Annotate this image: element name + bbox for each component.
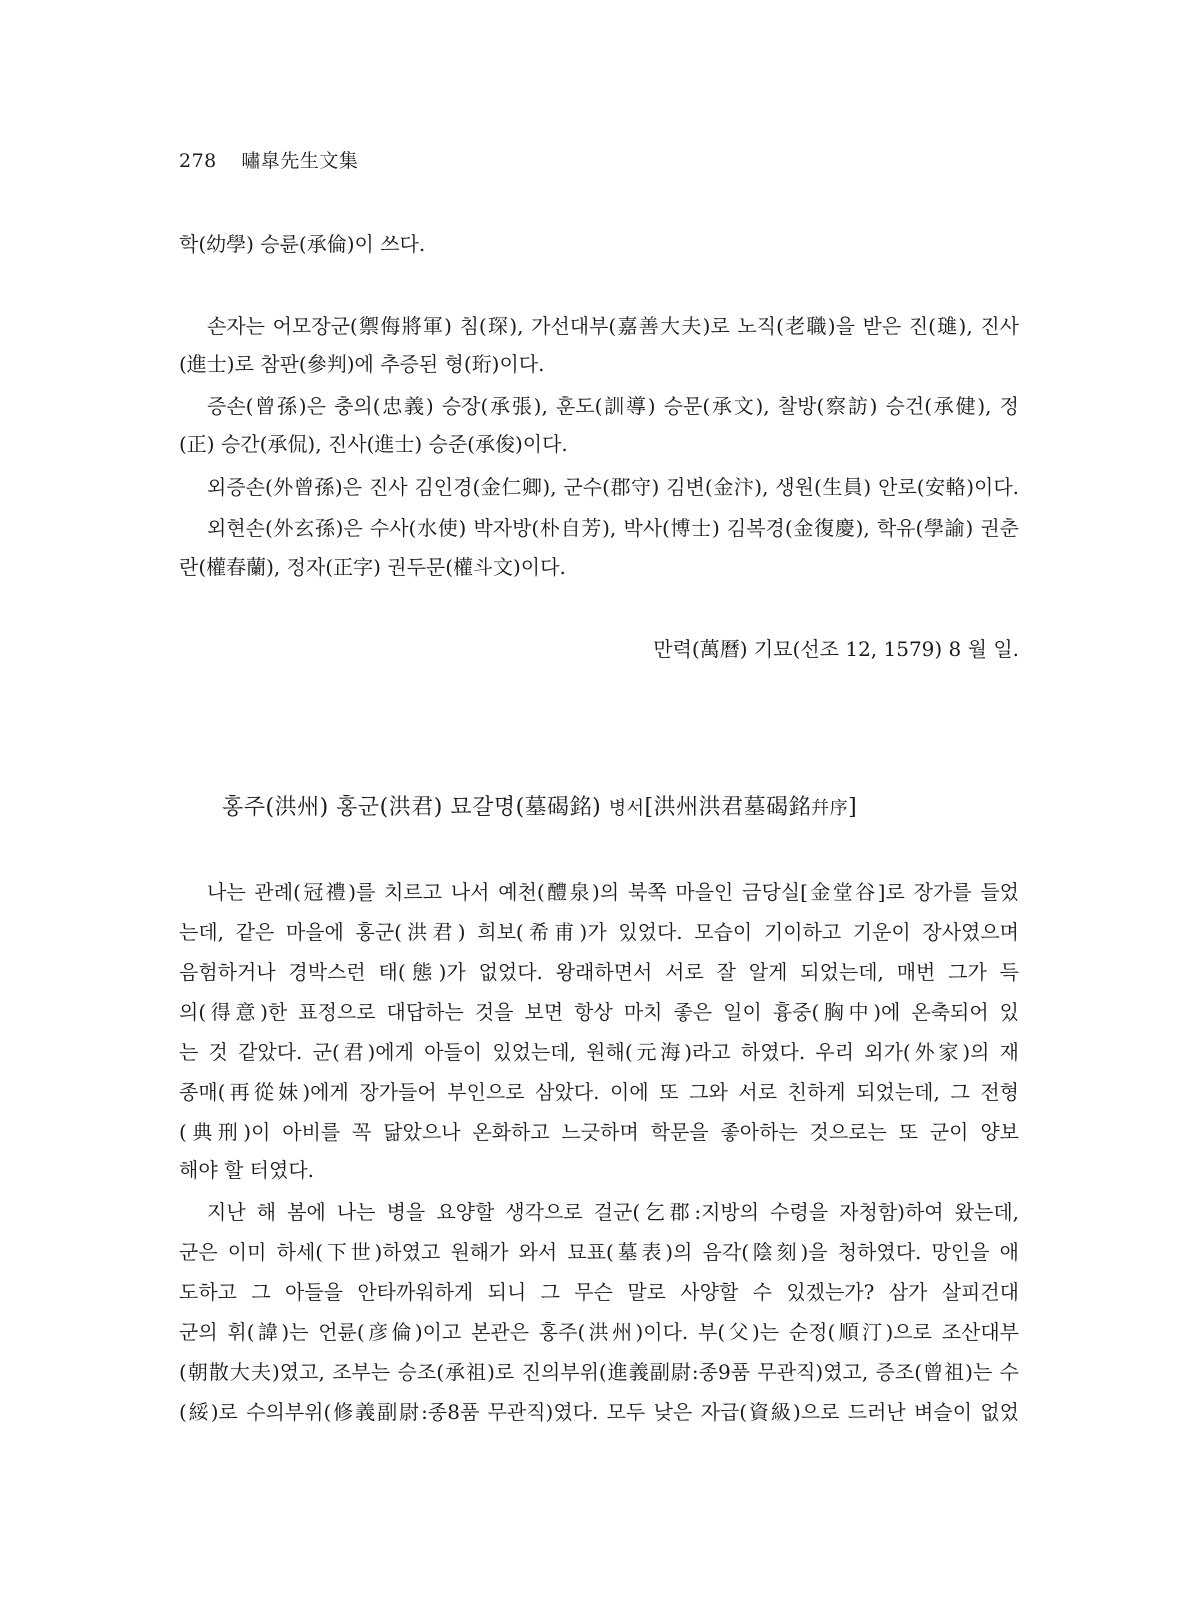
paragraph-line: 외현손(外玄孫)은 수사(水使) 박자방(朴自芳), 박사(博士) 김복경(金復慶), 학유(學諭) 권춘 [207, 516, 1019, 540]
text-line: (典刑)이 아비를 꼭 닮았으나 온화하고 느긋하며 학문을 좋아하는 것으로는 또 군이 양보 [179, 1120, 1019, 1144]
text-line: 군은 이미 하세(下世)하였고 원해가 와서 묘표(墓表)의 음각(陰刻)을 청하였다. 망인을 애 [179, 1240, 1019, 1264]
text-line: 는 것 같았다. 군(君)에게 아들이 있었는데, 원해(元海)라고 하였다. 우리 외가(外家)의 재 [179, 1040, 1019, 1064]
text-line: 란(權春蘭), 정자(正字) 권두문(權斗文)이다. [179, 555, 566, 579]
book-title: 嘯皐先生文集 [241, 150, 359, 172]
text-line: 는데, 같은 마을에 홍군(洪君) 희보(希甫)가 있었다. 모습이 기이하고 기운이 장사였으며 [179, 920, 1019, 944]
title-hanja-small: 幷序 [811, 798, 849, 819]
text-line: (綏)로 수의부위(修義副尉:종8품 무관직)였다. 모두 낮은 자급(資級)으로 드러난 벼슬이 없었 [179, 1400, 1019, 1424]
title-main: 홍주(洪州) 홍군(洪君) 묘갈명(墓碣銘) [222, 795, 602, 820]
paragraph-line: 증손(曾孫)은 충의(忠義) 승장(承張), 훈도(訓導) 승문(承文), 찰방(察訪) 승건(承健), 정 [207, 394, 1019, 418]
paragraph-line: 지난 해 봄에 나는 병을 요양할 생각으로 걸군(乞郡:지방의 수령을 자청함)하여 왔는데, [207, 1200, 1019, 1224]
text-line: 종매(再從妹)에게 장가들어 부인으로 삼았다. 이에 또 그와 서로 친하게 되었는데, 그 전형 [179, 1080, 1019, 1104]
text-line: 도하고 그 아들을 안타까워하게 되니 그 무슨 말로 사양할 수 있겠는가? 삼가 살피건대 [179, 1280, 1019, 1304]
text-line: 학(幼學) 승륜(承倫)이 쓰다. [179, 232, 426, 256]
date-line: 만력(萬曆) 기묘(선조 12, 1579) 8 월 일. [653, 637, 1019, 661]
page-number: 278 [179, 150, 217, 172]
text-line: 해야 할 터였다. [179, 1158, 314, 1182]
running-header [179, 146, 358, 173]
text-line: 음험하거나 경박스런 태(態)가 없었다. 왕래하면서 서로 잘 알게 되었는데, 매번 그가 득 [179, 960, 1019, 984]
text-line: 군의 휘(諱)는 언륜(彦倫)이고 본관은 홍주(洪州)이다. 부(父)는 순정(順汀)으로 조산대부 [179, 1320, 1019, 1344]
text-line: (朝散大夫)였고, 조부는 승조(承祖)로 진의부위(進義副尉:종9품 무관직)였고, 증조(曾祖)는 수 [179, 1360, 1019, 1384]
text-line: 의(得意)한 표정으로 대답하는 것을 보면 항상 마치 좋은 일이 흉중(胸中)에 온축되어 있 [179, 1000, 1019, 1024]
text-line: (正) 승간(承侃), 진사(進士) 승준(承俊)이다. [179, 432, 568, 456]
section-title [222, 790, 857, 821]
title-hanja: [洪州洪君墓碣銘 [644, 795, 812, 820]
title-close: ] [848, 795, 858, 820]
paragraph-line: 외증손(外曾孫)은 진사 김인경(金仁卿), 군수(郡守) 김변(金汴), 생원(生員) 안로(安輅)이다. [207, 475, 1019, 499]
paragraph-line: 손자는 어모장군(禦侮將軍) 침(琛), 가선대부(嘉善大夫)로 노직(老職)을 받은 진(璡), 진사 [207, 314, 1019, 338]
text-line: (進士)로 참판(參判)에 추증된 형(珩)이다. [179, 352, 545, 376]
title-tag: 병서 [608, 798, 645, 819]
paragraph-line: 나는 관례(冠禮)를 치르고 나서 예천(醴泉)의 북쪽 마을인 금당실[金堂谷]로 장가를 들었 [207, 880, 1019, 904]
